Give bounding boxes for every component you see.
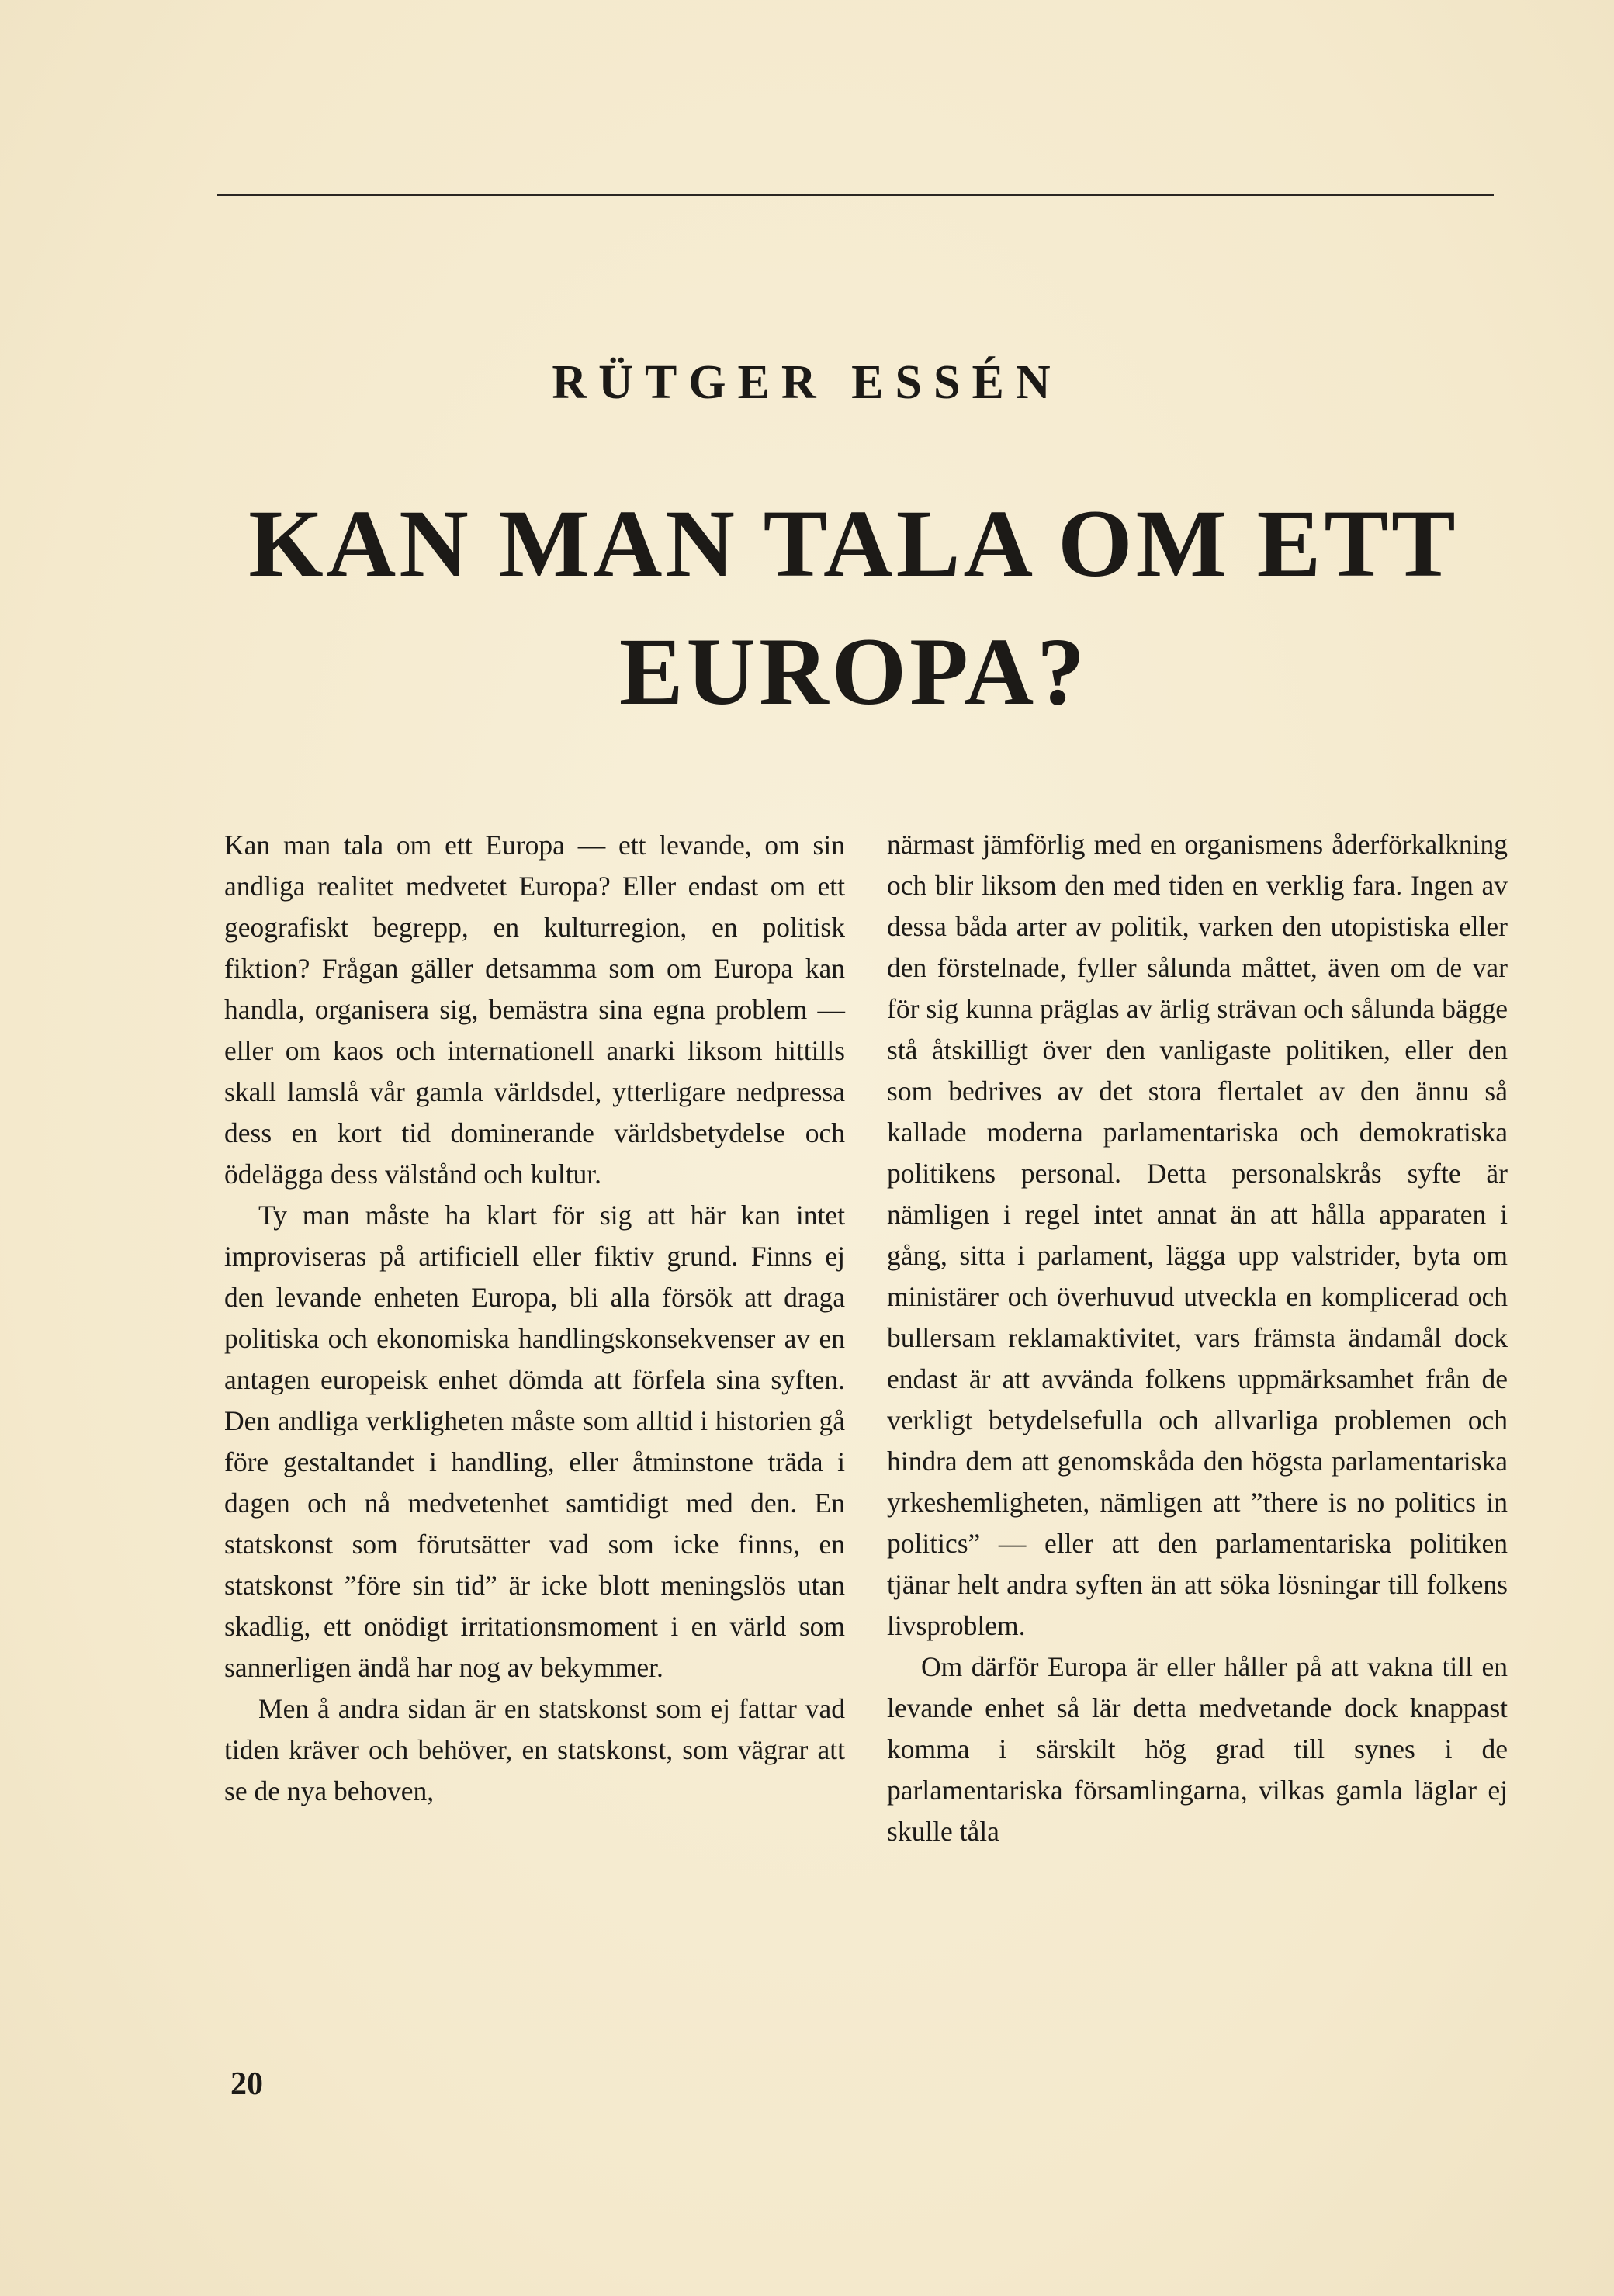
- paragraph: Kan man tala om ett Europa — ett levande, om sin andliga realitet medvetet Europa? Eller endast om ett geografiskt begrepp, en kulturregion, en politisk fiktion? Frågan gäller detsamma som om Europa kan handla, organisera sig, bemästra sina egna problem — eller om kaos och internationell anarki liksom hittills skall lamslå vår gamla världsdel, ytterligare nedpressa dess en kort tid dominerande världsbetydelse och ödelägga dess välstånd och kultur.: [224, 829, 845, 1190]
- paragraph: närmast jämförlig med en organismens åderförkalkning och blir liksom den med tiden en verklig fara. Ingen av dessa båda arter av politik, varken den utopistiska eller den förstelnade, fyller sålunda måttet, även om de var för sig kunna präglas av ärlig strävan och sålunda bägge stå åtskilligt över den vanligaste politiken, eller den som bedrives av det stora flertalet av den ännu så kallade moderna parlamentariska och demokratiska politikens personal. Detta personalskrås syfte är nämligen i regel intet annat än att hålla apparaten i gång, sitta i parlament, lägga upp valstrider, byta om ministärer och överhuvud utveckla en komplicerad och bullersam reklamaktivitet, vars främsta ändamål dock endast är att avvända folkens uppmärksamhet från de verkligt betydelsefulla och allvarliga problemen och hindra dem att genomskåda den högsta parlamentariska yrkeshemligheten, nämligen att ”there is no politics in politics” — eller att den parlamentariska politiken tjänar helt andra syften än att söka lösningar till folkens livsproblem.: [887, 829, 1508, 1641]
- paragraph: Om därför Europa är eller håller på att vakna till en levande enhet så lär detta medvetande dock knappast komma i särskilt hög grad till synes i de parlamentariska församlingarna, vilkas gamla läglar ej skulle tåla: [887, 1651, 1508, 1847]
- left-column: [224, 825, 845, 1812]
- paragraph: Men å andra sidan är en statskonst som ej fattar vad tiden kräver och behöver, en statskonst, som vägrar att se de nya behoven,: [224, 1693, 845, 1806]
- author-name: RÜTGER ESSÉN: [552, 356, 1062, 409]
- top-rule: [217, 194, 1494, 196]
- article-title: KAN MAN TALA OM ETT EUROPA?: [248, 490, 1459, 725]
- right-column: [887, 824, 1508, 1852]
- page-number: 20: [230, 2066, 263, 2102]
- paragraph: Ty man måste ha klart för sig att här kan intet improviseras på artificiell eller fiktiv grund. Finns ej den levande enheten Europa, bli alla försök att draga politiska och ekonomiska handlingskonsekvenser av en antagen europeisk enhet dömda att förfela sina syften. Den andliga verkligheten måste som alltid i historien gå före gestaltandet i handling, eller åtminstone träda i dagen och nå medvetenhet samtidigt med den. En statskonst som förutsätter vad som icke finns, en statskonst ”före sin tid” är icke blott meningslös utan skadlig, ett onödigt irritationsmoment i en värld som sannerligen ändå har nog av bekymmer.: [224, 1200, 845, 1683]
